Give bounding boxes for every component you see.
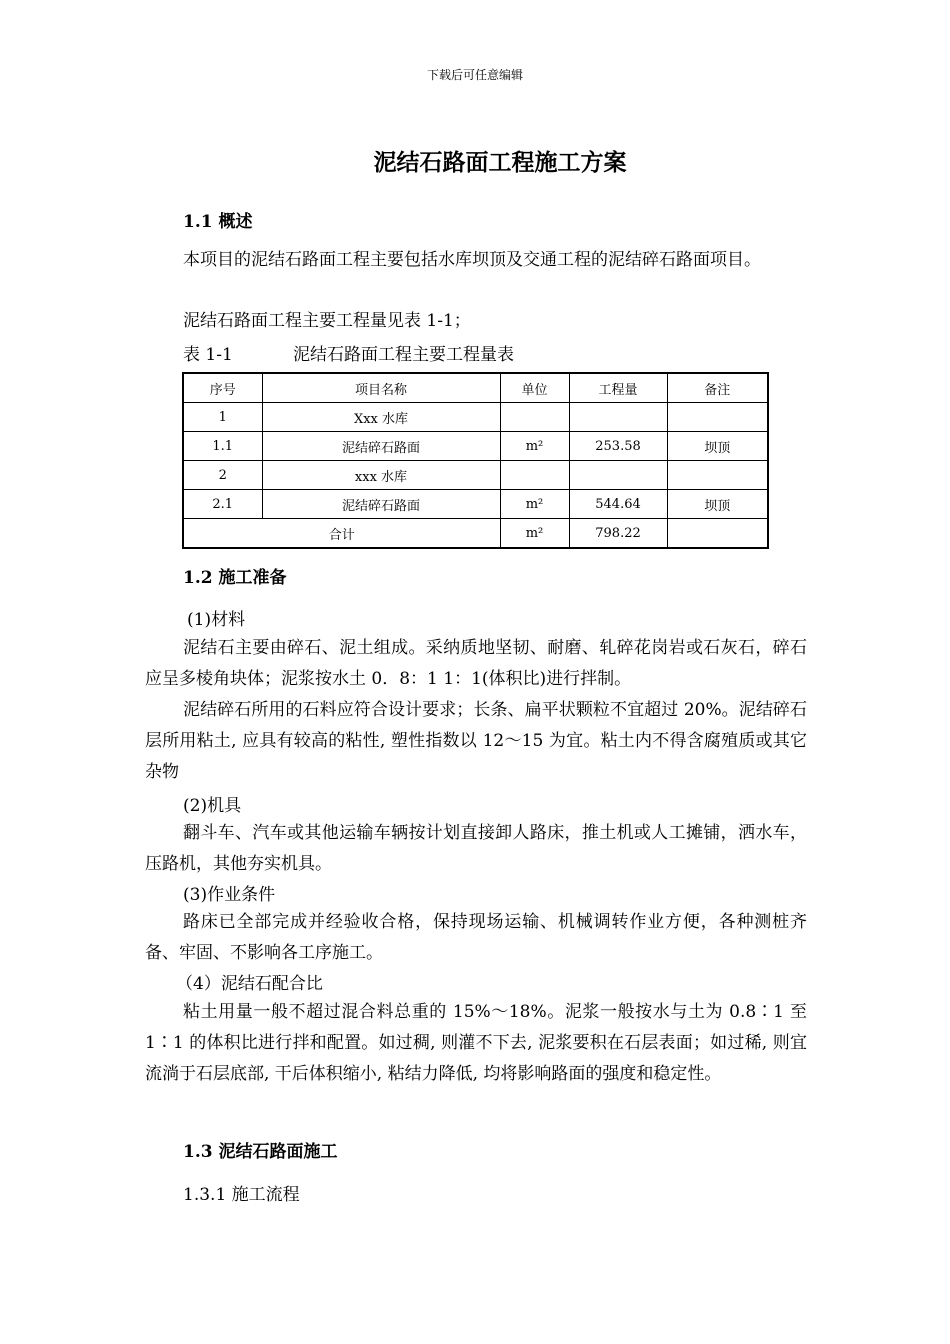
- table-header-cell: 备注: [667, 373, 768, 403]
- table-cell: [569, 403, 667, 432]
- item-conditions-heading: (3)作业条件: [183, 885, 276, 905]
- table-row: [183, 403, 768, 432]
- table-cell: 544.64: [569, 490, 667, 519]
- table-row: [183, 490, 768, 519]
- table-cell: [500, 461, 569, 490]
- table-total-row: [183, 519, 768, 549]
- paragraph-quantity-ref: 泥结石路面工程主要工程量见表 1-1；: [183, 311, 471, 331]
- paragraph-materials-1: 泥结石主要由碎石、泥土组成。采纳质地坚韧、耐磨、轧碎花岗岩或石灰石，碎石应呈多棱角块体；泥浆按水土 0．8：1 1：1(体积比)进行拌制。: [145, 638, 807, 689]
- item-materials-heading: (1)材料: [187, 610, 246, 630]
- table-cell: 泥结碎石路面: [262, 432, 500, 461]
- table-cell: xxx 水库: [262, 461, 500, 490]
- header-note: 下载后可任意编辑: [426, 68, 523, 82]
- table-header-cell: 工程量: [569, 373, 667, 403]
- item-mix-ratio-heading: （4）泥结石配合比: [176, 974, 323, 994]
- table-cell: 坝顶: [667, 490, 768, 519]
- quantity-table: [182, 372, 769, 549]
- table-header-cell: 单位: [500, 373, 569, 403]
- table-cell: [667, 461, 768, 490]
- paragraph-equipment: 翻斗车、汽车或其他运输车辆按计划直接卸人路床，推土机或人工摊铺，洒水车，压路机，其他夯实机具。: [145, 823, 807, 874]
- table-total-unit: m²: [500, 519, 569, 549]
- section-heading-1-1: 1.1 概述: [183, 212, 253, 232]
- table-header-cell: 序号: [183, 373, 262, 403]
- paragraph-materials-2: 泥结碎石所用的石料应符合设计要求；长条、扁平状颗粒不宜超过 20%。泥结碎石层所用粘土, 应具有较高的粘性, 塑性指数以 12～15 为宜。粘土内不得含腐殖质或其它杂物: [145, 700, 807, 782]
- table-total-label: 合计: [183, 519, 500, 549]
- paragraph-mix-ratio: 粘土用量一般不超过混合料总重的 15%～18%。泥浆一般按水与土为 0.8∶1 至 1∶1 的体积比进行拌和配置。如过稠, 则灌不下去, 泥浆要积在石层表面；如过稀, 则宜流淌于石层底部, 干后体积缩小, 粘结力降低, 均将影响路面的强度和稳定性。: [145, 1002, 807, 1084]
- table-row: [183, 432, 768, 461]
- subsection-heading-1-3-1: 1.3.1 施工流程: [183, 1185, 300, 1205]
- document-title: 泥结石路面工程施工方案: [373, 149, 627, 176]
- table-total-note: [667, 519, 768, 549]
- table-cell: 泥结碎石路面: [262, 490, 500, 519]
- table-header-cell: 项目名称: [262, 373, 500, 403]
- table-cell: 2: [183, 461, 262, 490]
- table-caption-title: 泥结石路面工程主要工程量表: [293, 345, 514, 365]
- table-cell: [569, 461, 667, 490]
- section-heading-1-2: 1.2 施工准备: [183, 568, 287, 588]
- table-caption-number: 表 1-1: [183, 345, 233, 365]
- table-row: [183, 461, 768, 490]
- table-cell: [667, 403, 768, 432]
- table-cell: [500, 403, 569, 432]
- table-header-row: [183, 373, 768, 403]
- table-cell: m²: [500, 490, 569, 519]
- table-total-value: 798.22: [569, 519, 667, 549]
- table-cell: 1.1: [183, 432, 262, 461]
- paragraph-conditions: 路床已全部完成并经验收合格，保持现场运输、机械调转作业方便，各种测桩齐备、牢固、不影响各工序施工。: [145, 912, 807, 963]
- table-cell: 2.1: [183, 490, 262, 519]
- table-cell: Xxx 水库: [262, 403, 500, 432]
- table-cell: m²: [500, 432, 569, 461]
- section-heading-1-3: 1.3 泥结石路面施工: [183, 1142, 338, 1162]
- table-cell: 253.58: [569, 432, 667, 461]
- table-caption: [183, 340, 514, 365]
- paragraph-overview: 本项目的泥结石路面工程主要包括水库坝顶及交通工程的泥结碎石路面项目。: [183, 250, 761, 270]
- item-equipment-heading: (2)机具: [183, 796, 242, 816]
- table-cell: 1: [183, 403, 262, 432]
- table-cell: 坝顶: [667, 432, 768, 461]
